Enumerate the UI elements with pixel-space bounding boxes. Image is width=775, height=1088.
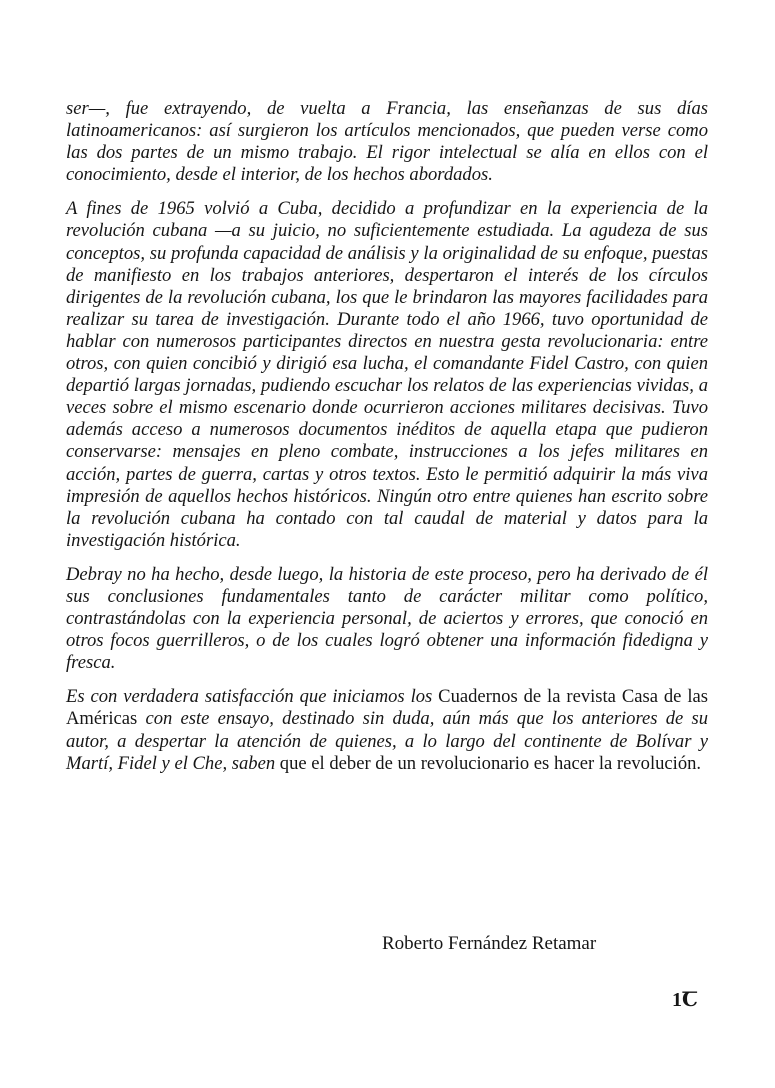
paragraph-4-part-3: con este ensayo, destinado sin duda, aún más que los anteriores de su autor, a despertar la atención de quienes, a lo largo del continente de Bolívar y Martí, Fidel y el Che, saben: [66, 708, 708, 774]
paragraph-4: [66, 686, 708, 774]
page-text-block: [66, 98, 708, 775]
paragraph-1-text: ser—, fue extrayendo, de vuelta a Francia, las enseñanzas de sus días latinoamericanos: así surgieron los artículos mencionados, que pueden verse como las dos partes de un mismo trabajo. El rigor intelectual se alía en ellos con el conocimiento, desde el interior, de los hechos abordados.: [66, 98, 708, 186]
paragraph-1: [66, 98, 708, 186]
paragraph-2-text: A fines de 1965 volvió a Cuba, decidido a profundizar en la experiencia de la revolución cubana —a su juicio, no suficientemente estudiada. La agudeza de sus conceptos, su profunda capacidad de análisis y la originalidad de su enfoque, puestas de manifiesto en los trabajos anteriores, despertaron el interés de los círculos dirigentes de la revolución cubana, los que le brindaron las mayores facilidades para realizar su tarea de investigación. Durante todo el año 1966, tuvo oportunidad de hablar con numerosos participantes directos en nuestra gesta revolucionaria: entre otros, con quien concibió y dirigió esa lucha, el comandante Fidel Castro, con quien departió largas jornadas, pudiendo escuchar los relatos de las experiencias vividas, a veces sobre el mismo escenario donde ocurrieron acciones militares decisivas. Tuvo además acceso a numerosos documentos inéditos de aquella etapa que pudieron conservarse: mensajes en pleno combate, instrucciones a los jefes militares en acción, partes de guerra, cartas y otros textos. Esto le permitió adquirir la más viva impresión de aquellos hechos históricos. Ningún otro entre quienes han escrito sobre la revolución cubana ha contado con tal caudal de material y datos para la investigación histórica.: [66, 198, 708, 551]
paragraph-4-quote: que el deber de un revolucionario es hacer la revolución.: [279, 752, 702, 774]
page-number: 1Ꞇ: [672, 989, 698, 1011]
paragraph-4-book-title: Cuadernos de la revista Casa de las Américas: [66, 686, 708, 730]
author-signature: Roberto Fernández Retamar: [382, 933, 597, 954]
paragraph-2: [66, 198, 708, 552]
paragraph-4-part-1: Es con verdadera satisfacción que iniciamos los: [66, 686, 439, 708]
paragraph-3-text: Debray no ha hecho, desde luego, la historia de este proceso, pero ha derivado de él sus conclusiones fundamentales tanto de carácter militar como político, contrastándolas con la experiencia personal, de aciertos y errores, que conoció en otros focos guerrilleros, o de los cuales logró obtener una información fidedigna y fresca.: [66, 563, 708, 674]
paragraph-3: [66, 564, 708, 674]
